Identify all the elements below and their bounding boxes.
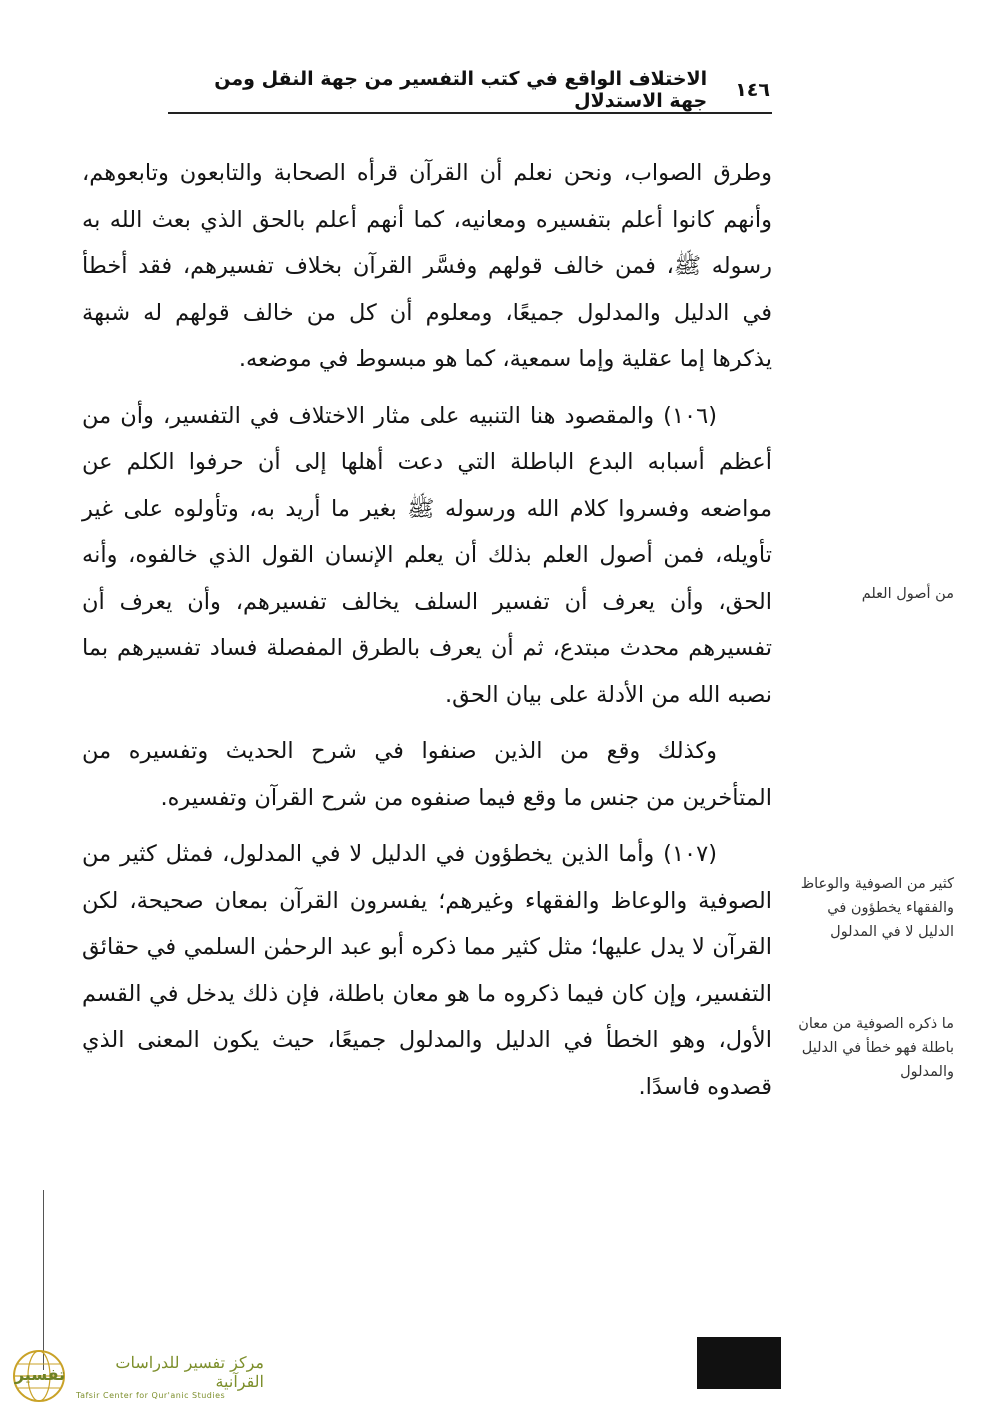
paragraph-3: وكذلك وقع من الذين صنفوا في شرح الحديث وتفسيره من المتأخرين من جنس ما وقع فيما صنفوه من شرح القرآن وتفسيره. <box>82 738 772 811</box>
logo-text <box>76 1353 264 1400</box>
margin-vertical-line <box>43 1190 44 1370</box>
running-header <box>170 70 770 110</box>
globe-logo-icon <box>8 1347 70 1405</box>
publisher-logo <box>8 1345 264 1407</box>
logo-mark-word: تفسير <box>14 1365 66 1384</box>
paragraph-4: (١٠٧) وأما الذين يخطؤون في الدليل لا في المدلول، فمثل كثير من الصوفية والوعاظ والفقهاء وغيرهم؛ يفسرون القرآن بمعان صحيحة، لكن القرآن لا يدل عليها؛ مثل كثير مما ذكره أبو عبد الرحمٰن السلمي في حقائق التفسير، وإن كان فيما ذكروه ما هو معان باطلة، فإن ذلك يدخل في القسم الأول، وهو الخطأ في الدليل والمدلول جميعًا، حيث يكون المعنى الذي قصدوه فاسدًا. <box>82 841 772 1100</box>
paragraph-1: وطرق الصواب، ونحن نعلم أن القرآن قرأه الصحابة والتابعون وتابعوهم، وأنهم كانوا أعلم بتفسيره ومعانيه، كما أنهم أعلم بالحق الذي بعث الله به رسوله ﷺ، فمن خالف قولهم وفسَّر القرآن بخلاف تفسيرهم، فقد أخطأ في الدليل والمدلول جميعًا، ومعلوم أن كل من خالف قولهم له شبهة يذكرها إما عقلية وإما سمعية، كما هو مبسوط في موضعه. <box>82 160 772 372</box>
margin-note-2: كثير من الصوفية والوعاظ والفقهاء يخطؤون في الدليل لا في المدلول <box>800 876 954 940</box>
logo-arabic-name: مركز تفسير للدراسات القرآنية <box>115 1352 264 1391</box>
margin-note-3: ما ذكره الصوفية من معان باطلة فهو خطأ في الدليل والمدلول <box>798 1016 954 1080</box>
black-box <box>697 1337 781 1389</box>
running-title: الاختلاف الواقع في كتب التفسير من جهة النقل ومن جهة الاستدلال <box>214 68 708 112</box>
margin-note-1: من أصول العلم <box>861 586 954 602</box>
paragraph-2: (١٠٦) والمقصود هنا التنبيه على مثار الاختلاف في التفسير، وأن من أعظم أسبابه البدع الباطلة التي دعت أهلها إلى أن حرفوا الكلم عن مواضعه وفسروا كلام الله ورسوله ﷺ بغير ما أريد به، وتأولوه على غير تأويله، فمن أصول العلم بذلك أن يعلم الإنسان القول الذي خالفوه، وأنه الحق، وأن يعرف أن تفسير السلف يخالف تفسيرهم، وأن يعرف أن تفسيرهم محدث مبتدع، ثم أن يعرف بالطرق المفصلة فساد تفسيرهم بما نصبه الله من الأدلة على بيان الحق. <box>82 402 772 708</box>
page-number: ١٤٦ <box>735 79 770 101</box>
header-rule <box>168 112 772 114</box>
main-text <box>82 150 772 1120</box>
logo-english-name: Tafsir Center for Qur'anic Studies <box>76 1390 226 1400</box>
